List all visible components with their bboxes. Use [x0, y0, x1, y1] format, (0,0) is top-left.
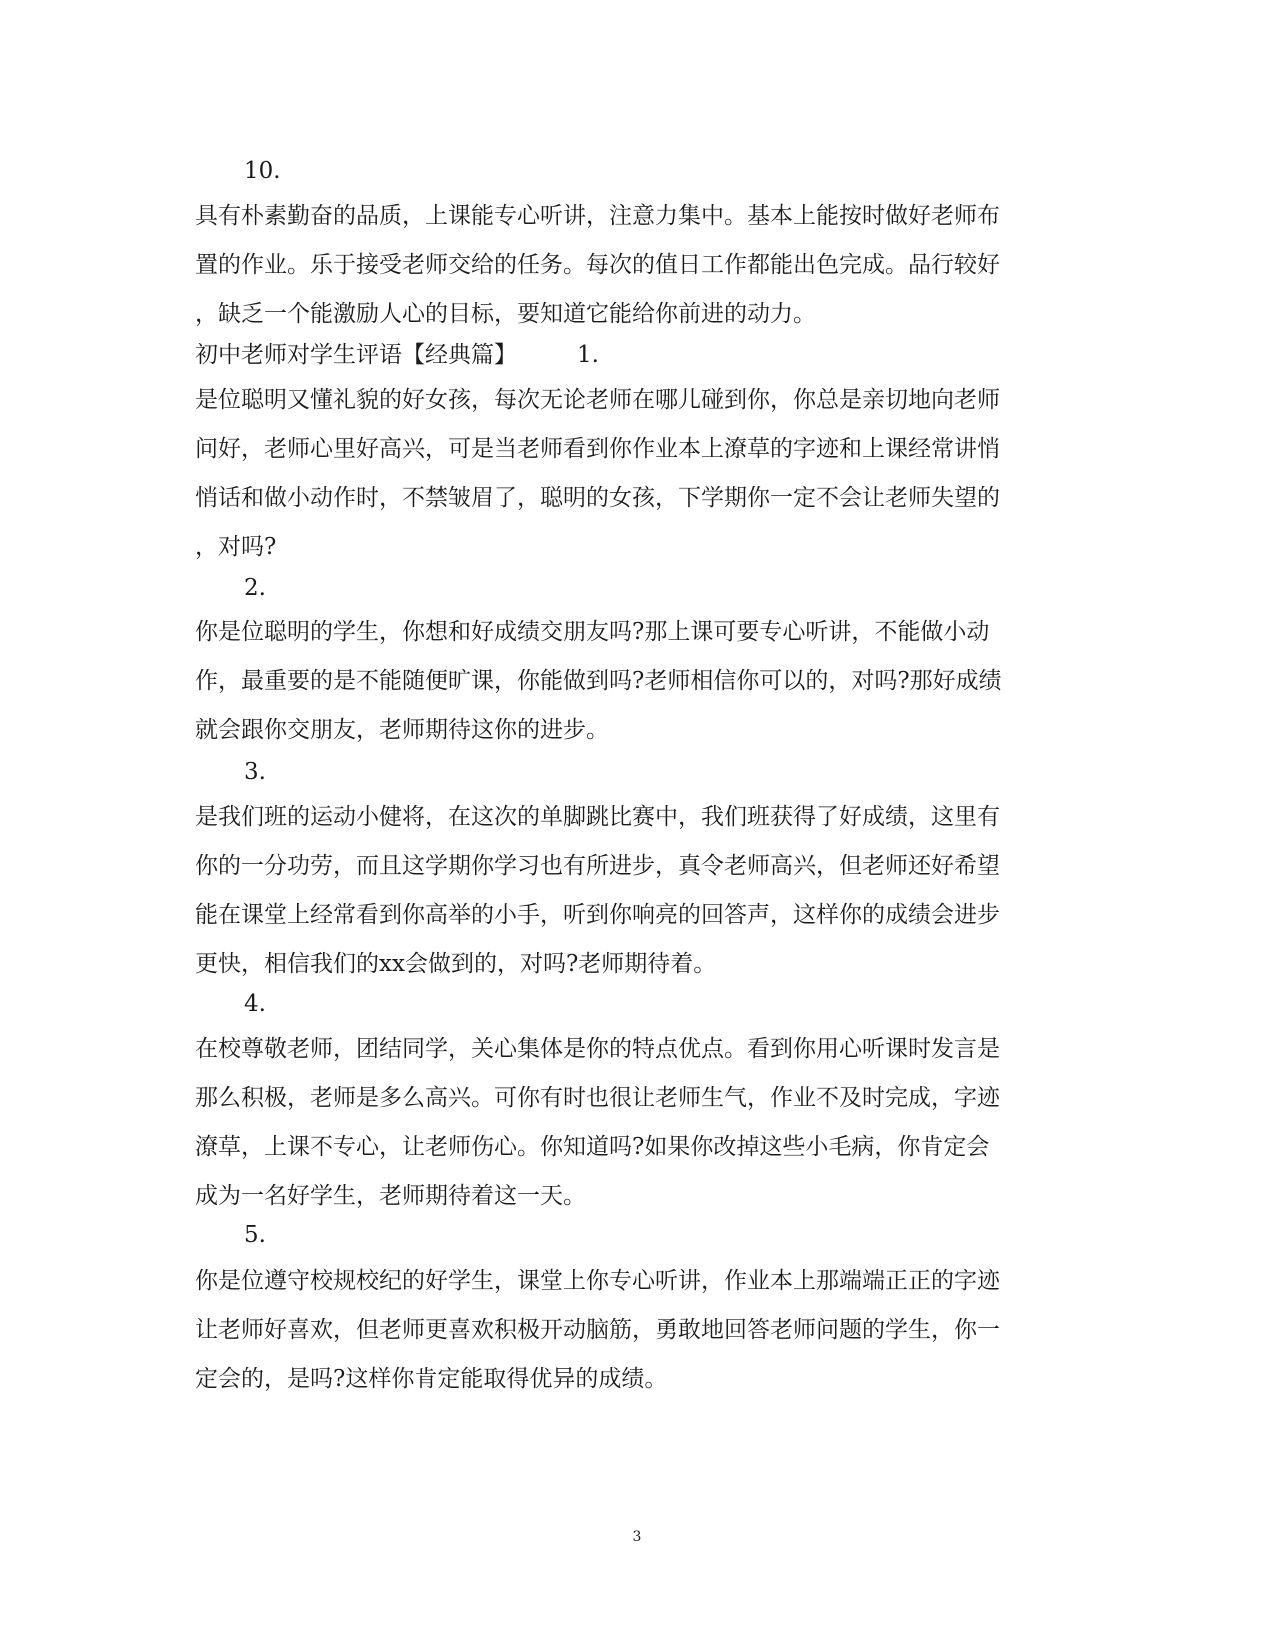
comment-paragraph-1 — [195, 376, 1075, 572]
item-number-2: 2. — [244, 575, 266, 601]
paragraph-line: 问好，老师心里好高兴，可是当老师看到你作业本上潦草的字迹和上课经常讲悄 — [195, 436, 1000, 462]
paragraph-line: 能在课堂上经常看到你高举的小手，听到你响亮的回答声，这样你的成绩会进步 — [195, 902, 1000, 928]
section-heading — [195, 340, 599, 370]
paragraph-line: 你是位聪明的学生，你想和好成绩交朋友吗?那上课可要专心听讲，不能做小动 — [195, 619, 990, 645]
paragraph-line: 那么积极，老师是多么高兴。可你有时也很让老师生气，作业不及时完成，字迹 — [195, 1085, 1000, 1111]
comment-paragraph-3 — [195, 793, 1075, 989]
paragraph-line: ，对吗? — [195, 534, 277, 560]
paragraph-line: 潦草，上课不专心，让老师伤心。你知道吗?如果你改掉这些小毛病，你肯定会 — [195, 1134, 990, 1160]
paragraph-line: 你的一分功劳，而且这学期你学习也有所进步，真令老师高兴，但老师还好希望 — [195, 853, 1000, 879]
paragraph-line: 你是位遵守校规校纪的好学生，课堂上你专心听讲，作业本上那端端正正的字迹 — [195, 1268, 1000, 1294]
paragraph-line: 更快，相信我们的xx会做到的，对吗?老师期待着。 — [195, 951, 717, 977]
item-number-1: 1. — [577, 342, 599, 368]
paragraph-line: ，缺乏一个能激励人心的目标，要知道它能给你前进的动力。 — [195, 301, 816, 327]
item-number-10: 10. — [244, 158, 281, 184]
page-number: 3 — [632, 1529, 642, 1545]
paragraph-line: 在校尊敬老师，团结同学，关心集体是你的特点优点。看到你用心听课时发言是 — [195, 1036, 1000, 1062]
comment-paragraph-4 — [195, 1025, 1075, 1221]
paragraph-line: 具有朴素勤奋的品质，上课能专心听讲，注意力集中。基本上能按时做好老师布 — [195, 203, 1000, 229]
item-number-3: 3. — [244, 759, 266, 785]
paragraph-line: 就会跟你交朋友，老师期待这你的进步。 — [195, 717, 609, 743]
comment-paragraph-2 — [195, 608, 1075, 755]
paragraph-line: 作，最重要的是不能随便旷课，你能做到吗?老师相信你可以的，对吗?那好成绩 — [195, 668, 1002, 694]
comment-paragraph-5 — [195, 1257, 1075, 1404]
paragraph-line: 成为一名好学生，老师期待着这一天。 — [195, 1183, 586, 1209]
item-number-4: 4. — [244, 991, 266, 1017]
paragraph-line: 让老师好喜欢，但老师更喜欢积极开动脑筋，勇敢地回答老师问题的学生，你一 — [195, 1317, 1000, 1343]
paragraph-line: 置的作业。乐于接受老师交给的任务。每次的值日工作都能出色完成。品行较好 — [195, 252, 1000, 278]
comment-paragraph-10 — [195, 192, 1075, 339]
paragraph-line: 悄话和做小动作时，不禁皱眉了，聪明的女孩，下学期你一定不会让老师失望的 — [195, 485, 1000, 511]
paragraph-line: 是我们班的运动小健将，在这次的单脚跳比赛中，我们班获得了好成绩，这里有 — [195, 804, 1000, 830]
section-heading-title: 初中老师对学生评语【经典篇】 — [195, 342, 517, 368]
paragraph-line: 定会的，是吗?这样你肯定能取得优异的成绩。 — [195, 1366, 668, 1392]
paragraph-line: 是位聪明又懂礼貌的好女孩，每次无论老师在哪儿碰到你，你总是亲切地向老师 — [195, 387, 1000, 413]
item-number-5: 5. — [244, 1222, 266, 1248]
